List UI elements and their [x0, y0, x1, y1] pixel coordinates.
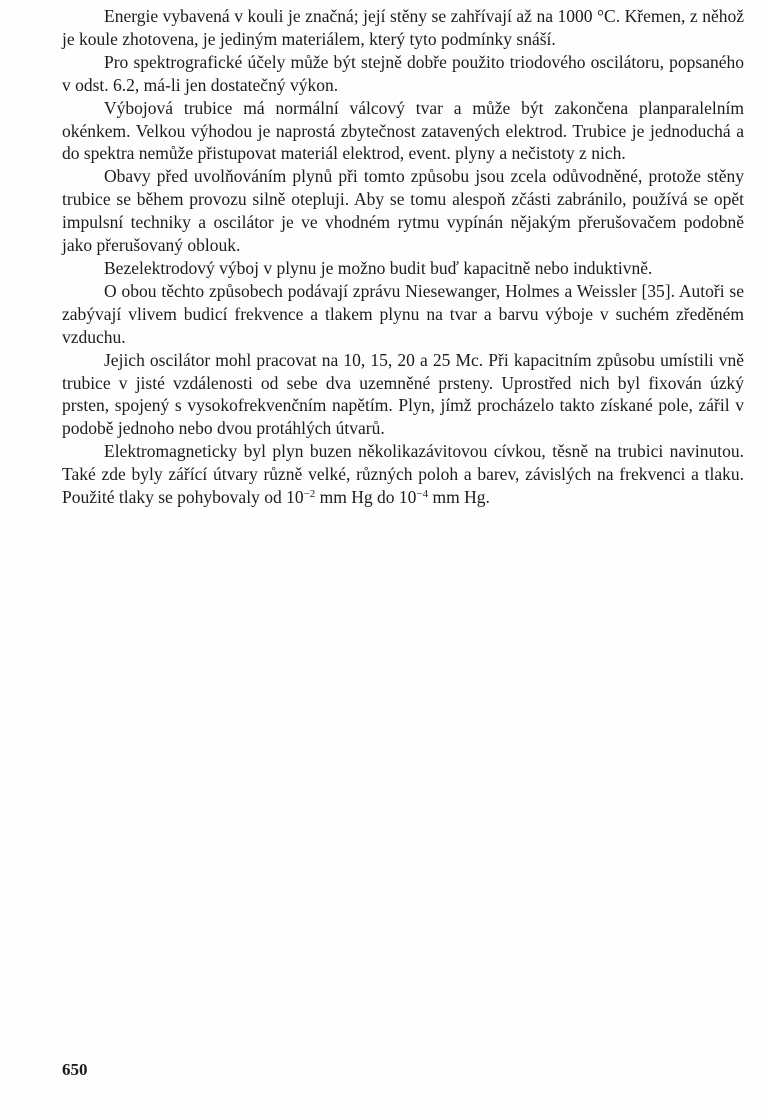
paragraph-5: Bezelektrodový výboj v plynu je možno budit buď kapacitně nebo induktivně. — [104, 257, 653, 278]
pressure-from-exponent: −2 — [303, 488, 316, 501]
pressure-to-base: 10 — [398, 487, 417, 508]
paragraph-7: Jejich oscilátor mohl pracovat na 10, 15, 20 a 25 Mc. Při kapacitním způsobu umístili vně trubice v jisté vzdálenosti od sebe dva uzemněné prsteny. Uprostřed nich byl fixován úzký prsten, spojený s vysokofrekvenčním napětím. Plyn, jímž procházelo takto získané pole, zářil v podobě jednoho nebo dvou protáhlých útvarů. — [62, 349, 744, 439]
paragraph-8-text: Elektromagneticky byl plyn buzen několikazávitovou cívkou, těsně na trubici navinutou. Také zde byly zářící útvary různě velké, různých poloh a barev, závislých na frekvenci a tlaku. Použité tlaky se pohybovaly od — [62, 441, 744, 508]
paragraph-3: Výbojová trubice má normální válcový tvar a může být zakončena planparalelním okénkem. Velkou výhodou je naprostá zbytečnost zatavených elektrod. Trubice je jednoduchá a do spektra nemůže přistupovat materiál elektrod, event. plyny a nečistoty z nich. — [62, 97, 744, 164]
paragraph-1: Energie vybavená v kouli je značná; její stěny se zahřívají až na 1000 °C. Křemen, z něhož je koule zhotovena, je jediným materiálem, který tyto podmínky snáší. — [62, 6, 744, 49]
page-number: 650 — [62, 1060, 88, 1079]
paragraph-8 — [62, 440, 744, 509]
paragraph-6: O obou těchto způsobech podávají zprávu Niesewanger, Holmes a Weissler [35]. Autoři se zabývají vlivem budicí frekvence a tlakem plynu na tvar a barvu výboje v suchém zředěném vzduchu. — [62, 280, 744, 347]
paragraph-2: Pro spektrografické účely může být stejně dobře použito triodového oscilátoru, popsaného v odst. 6.2, má-li jen dostatečný výkon. — [62, 51, 744, 95]
body-text — [62, 5, 744, 509]
pressure-from-base: 10 — [286, 487, 304, 508]
pressure-between-text: mm Hg do — [319, 487, 395, 508]
pressure-to-exponent: −4 — [416, 488, 429, 501]
pressure-end-text: mm Hg. — [432, 487, 490, 508]
paragraph-4: Obavy před uvolňováním plynů při tomto způsobu jsou zcela odůvodněné, protože stěny trubice se během provozu silně otepluji. Aby se tomu alespoň zčásti zabránilo, používá se opět impulsní techniky a oscilátor je ve vhodném rytmu vypínán nějakým přerušovačem podobně jako přerušovaný oblouk. — [62, 166, 744, 256]
